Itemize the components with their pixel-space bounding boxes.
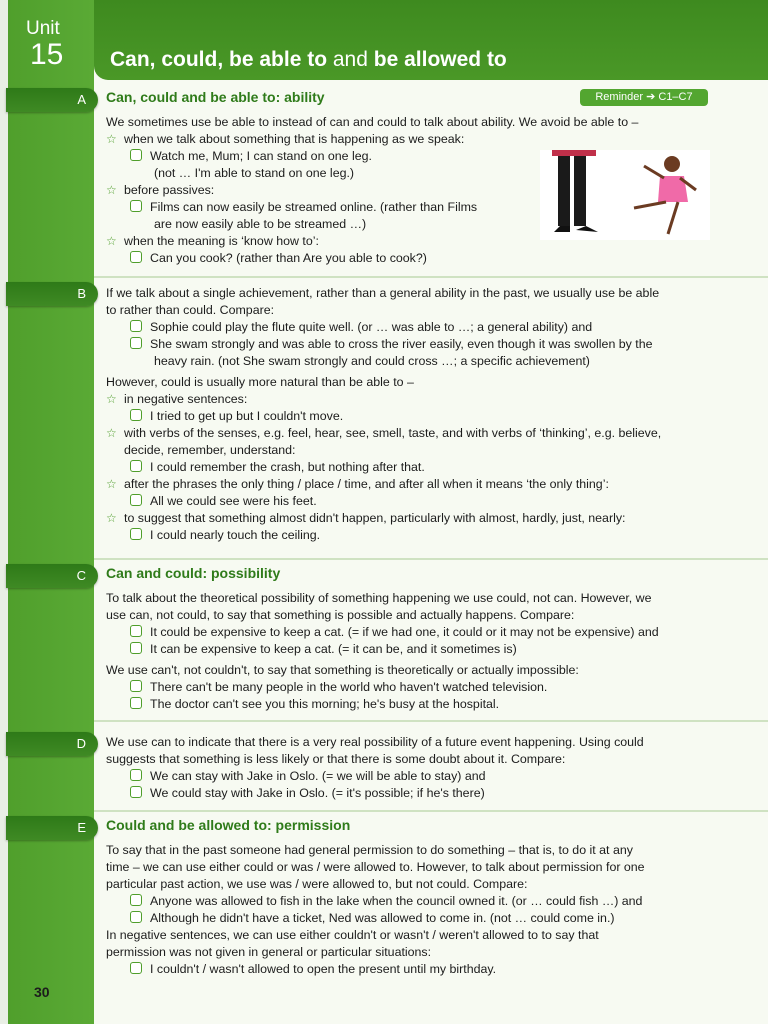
star-icon: ☆ xyxy=(106,511,117,525)
example: It could be expensive to keep a cat. (= if we had one, it could or it may not be expensive) and xyxy=(150,625,659,639)
checkbox-icon xyxy=(130,409,142,421)
section-heading-a: Can, could and be able to: ability xyxy=(106,89,325,105)
example: Sophie could play the flute quite well. (or … was able to …; a general ability) and xyxy=(150,320,593,334)
section-tab-a: A xyxy=(6,88,98,112)
checkbox-icon xyxy=(130,337,142,349)
text-line: before passives: xyxy=(124,183,215,197)
section-tab-e: E xyxy=(6,816,98,840)
text-line: decide, remember, understand: xyxy=(124,443,296,457)
example: We could stay with Jake in Oslo. (= it's possible; if he's there) xyxy=(150,786,485,800)
checkbox-icon xyxy=(130,251,142,263)
title-part-2: and xyxy=(327,48,374,71)
text-line: when we talk about something that is happening as we speak: xyxy=(124,132,465,146)
checkbox-icon xyxy=(130,200,142,212)
checkbox-icon xyxy=(130,149,142,161)
text-line: We use can to indicate that there is a very real possibility of a future event happening. Using could xyxy=(106,735,644,749)
star-icon: ☆ xyxy=(106,392,117,406)
checkbox-icon xyxy=(130,894,142,906)
checkbox-icon xyxy=(130,320,142,332)
example: She swam strongly and was able to cross the river easily, even though it was swollen by the xyxy=(150,337,653,351)
unit-label: Unit xyxy=(26,18,60,39)
section-tab-d: D xyxy=(6,732,98,756)
section-divider xyxy=(94,558,768,560)
text-line: To talk about the theoretical possibility of something happening we use could, not can. However, we xyxy=(106,591,652,605)
page-edge xyxy=(0,0,8,1024)
example: There can't be many people in the world who haven't watched television. xyxy=(150,680,548,694)
text-line: to suggest that something almost didn't happen, particularly with almost, hardly, just, nearly: xyxy=(124,511,626,525)
text-line: when the meaning is ‘know how to’: xyxy=(124,234,319,248)
text-line: to rather than could. Compare: xyxy=(106,303,275,317)
example: I tried to get up but I couldn't move. xyxy=(150,409,344,423)
example: The doctor can't see you this morning; he's busy at the hospital. xyxy=(150,697,500,711)
checkbox-icon xyxy=(130,962,142,974)
text-line: If we talk about a single achievement, rather than a general ability in the past, we usually use be able xyxy=(106,286,660,300)
title-part-1: Can, could, be able to xyxy=(110,48,328,71)
section-e-text xyxy=(106,842,706,978)
star-icon: ☆ xyxy=(106,183,117,197)
content-area xyxy=(76,80,768,1024)
example: heavy rain. (not She swam strongly and could cross …; a specific achievement) xyxy=(154,354,590,368)
text-line: in negative sentences: xyxy=(124,392,248,406)
checkbox-icon xyxy=(130,786,142,798)
star-icon: ☆ xyxy=(106,477,117,491)
text-line: permission was not given in general or particular situations: xyxy=(106,945,432,959)
example: Although he didn't have a ticket, Ned was allowed to come in. (not … could come in.) xyxy=(150,911,615,925)
page-title xyxy=(110,48,507,72)
text-line: We sometimes use be able to instead of can and could to talk about ability. We avoid be able to – xyxy=(106,115,639,129)
example: Anyone was allowed to fish in the lake when the council owned it. (or … could fish …) and xyxy=(150,894,643,908)
star-icon: ☆ xyxy=(106,426,117,440)
unit-number: 15 xyxy=(30,38,64,71)
section-divider xyxy=(94,810,768,812)
checkbox-icon xyxy=(130,769,142,781)
text-line: with verbs of the senses, e.g. feel, hear, see, smell, taste, and with verbs of ‘thinking’, e.g. believe, xyxy=(124,426,662,440)
section-c-text xyxy=(106,590,706,713)
text-line: We use can't, not couldn't, to say that something is theoretically or actually impossible: xyxy=(106,663,579,677)
page-number: 30 xyxy=(34,984,50,1000)
example: I could remember the crash, but nothing after that. xyxy=(150,460,425,474)
checkbox-icon xyxy=(130,625,142,637)
text-line: suggests that something is less likely or that there is some doubt about it. Compare: xyxy=(106,752,566,766)
example: Can you cook? (rather than Are you able to cook?) xyxy=(150,251,427,265)
section-d-text xyxy=(106,734,706,802)
checkbox-icon xyxy=(130,680,142,692)
section-tab-c: C xyxy=(6,564,98,588)
left-color-strip xyxy=(0,0,94,1024)
checkbox-icon xyxy=(130,528,142,540)
example: All we could see were his feet. xyxy=(150,494,317,508)
text-line: However, could is usually more natural than be able to – xyxy=(106,375,414,389)
example: (not … I'm able to stand on one leg.) xyxy=(154,166,355,180)
star-icon: ☆ xyxy=(106,234,117,248)
checkbox-icon xyxy=(130,494,142,506)
example: I couldn't / wasn't allowed to open the present until my birthday. xyxy=(150,962,497,976)
section-b-text xyxy=(106,285,706,544)
checkbox-icon xyxy=(130,460,142,472)
text-line: time – we can use either could or was / were allowed to. However, to talk about permission for one xyxy=(106,860,645,874)
text-line: In negative sentences, we can use either couldn't or wasn't / weren't allowed to to say that xyxy=(106,928,599,942)
text-line: use can, not could, to say that something is possible and actually happens. Compare: xyxy=(106,608,575,622)
title-part-3: be allowed to xyxy=(373,48,507,71)
illustration xyxy=(540,150,710,240)
checkbox-icon xyxy=(130,911,142,923)
example: are now easily able to be streamed …) xyxy=(154,217,367,231)
text-line: To say that in the past someone had general permission to do something – that is, to do it at any xyxy=(106,843,633,857)
text-line: particular past action, we use was / were allowed to, but not could. Compare: xyxy=(106,877,528,891)
example: Watch me, Mum; I can stand on one leg. xyxy=(150,149,372,163)
section-tab-b: B xyxy=(6,282,98,306)
reminder-badge[interactable]: Reminder ➔ C1–C7 xyxy=(580,89,708,106)
section-divider xyxy=(94,276,768,278)
example: I could nearly touch the ceiling. xyxy=(150,528,321,542)
example: We can stay with Jake in Oslo. (= we will be able to stay) and xyxy=(150,769,486,783)
section-heading-e: Could and be allowed to: permission xyxy=(106,817,351,833)
section-divider xyxy=(94,720,768,722)
checkbox-icon xyxy=(130,642,142,654)
text-line: after the phrases the only thing / place / time, and after all when it means ‘the only thing’: xyxy=(124,477,609,491)
checkbox-icon xyxy=(130,697,142,709)
example: Films can now easily be streamed online. (rather than Films xyxy=(150,200,478,214)
example: It can be expensive to keep a cat. (= it can be, and it sometimes is) xyxy=(150,642,517,656)
star-icon: ☆ xyxy=(106,132,117,146)
section-heading-c: Can and could: possibility xyxy=(106,565,281,581)
